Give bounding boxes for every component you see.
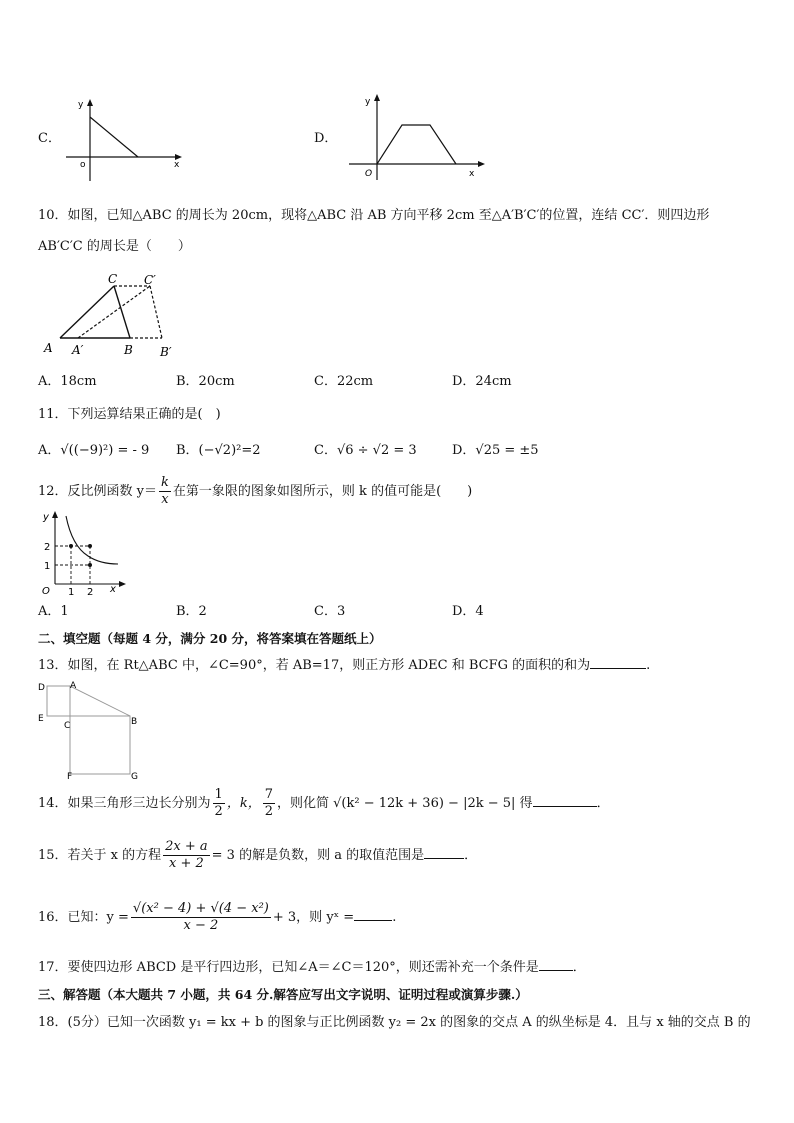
q11-text: 11．下列运算结果正确的是( ) xyxy=(38,407,221,422)
q15-answer-blank xyxy=(424,845,464,859)
q12-tick-y2: 2 xyxy=(44,542,51,553)
q18-text: 18．(5分）已知一次函数 y₁ = kx + b 的图象与正比例函数 y₂ = 2x 的图象的交点 A 的纵坐标是 4．且与 x 轴的交点 B 的 xyxy=(38,1015,751,1030)
q16-answer-blank xyxy=(354,907,392,921)
q10-label-a-prime: A′ xyxy=(72,343,84,357)
q12-fraction xyxy=(159,475,171,508)
q11-option-b: B．(−√2)²=2 xyxy=(176,443,261,458)
q9c-y-label: y xyxy=(78,100,84,110)
q12-y-label: y xyxy=(43,512,49,523)
q10-label-c-prime: C′ xyxy=(144,273,156,287)
q9-graph-c xyxy=(60,95,190,185)
q9-option-c-label: C． xyxy=(38,131,61,146)
q12-frac-num: k xyxy=(161,475,169,490)
q12-tick-x2: 2 xyxy=(87,587,94,596)
q12-hyperbola-graph xyxy=(38,510,128,596)
q9c-origin-label: o xyxy=(80,160,86,170)
q13-label-c: C xyxy=(64,721,71,731)
q15-num: 2x + a xyxy=(165,839,208,854)
q13-squares-figure xyxy=(36,678,146,782)
q13-answer-blank xyxy=(590,655,646,669)
q12-prefix: 12．反比例函数 y＝ xyxy=(38,484,158,499)
q12-tick-y1: 1 xyxy=(44,561,51,572)
q10-text-line2: AB′C′C 的周长是（ ） xyxy=(38,239,191,254)
q13-label-f: F xyxy=(67,772,73,782)
q12-option-a: A．1 xyxy=(38,604,69,619)
q13-label-b: B xyxy=(131,717,138,727)
q12-text xyxy=(38,474,472,510)
q12-frac-den: x xyxy=(161,492,169,507)
q13-text: 13．如图，在 Rt△ABC 中，∠C=90°，若 AB=17，则正方形 ADEC 和 BCFG 的面积的和为 xyxy=(38,658,591,673)
section-solve-heading: 三、解答题（本大题共 7 小题，共 64 分.解答应写出文字说明、证明过程或演算步骤.） xyxy=(38,987,528,1002)
q14-f1-den: 2 xyxy=(214,804,223,819)
q12-option-d: D．4 xyxy=(452,604,484,619)
q12-suffix: 在第一象限的图象如图所示，则 k 的值可能是( ) xyxy=(172,484,473,499)
q16-suffix: + 3，则 yˣ = xyxy=(272,910,355,925)
q13-end: . xyxy=(646,658,651,673)
q9c-x-label: x xyxy=(174,160,180,170)
q16-fraction xyxy=(131,901,271,934)
q14-fraction-2 xyxy=(263,787,275,820)
q17-answer-blank xyxy=(539,957,573,971)
q13-label-g: G xyxy=(131,772,138,782)
q9-option-d-label: D． xyxy=(314,131,338,146)
q14-f1-num: 1 xyxy=(214,787,223,802)
q14-fraction-1 xyxy=(213,787,225,820)
q14-end: ． xyxy=(596,796,610,811)
q16-den: x − 2 xyxy=(183,918,219,933)
q14-prefix: 14．如果三角形三边长分别为 xyxy=(38,796,211,811)
q17-text: 17．要使四边形 ABCD 是平行四边形，已知∠A＝∠C＝120°，则还需补充一个条件是 xyxy=(38,960,539,975)
q10-label-a: A xyxy=(44,341,53,355)
q10-option-d: D．24cm xyxy=(452,374,512,389)
section-fill-in-heading: 二、填空题（每题 4 分，满分 20 分，将答案填在答题纸上） xyxy=(38,631,382,646)
q10-label-b-prime: B′ xyxy=(160,345,172,359)
q14-text-line xyxy=(38,786,610,822)
q10-text-line1: 10．如图，已知△ABC 的周长为 20cm，现将△ABC 沿 AB 方向平移 2cm 至△A′B′C′的位置，连结 CC′．则四边形 xyxy=(38,208,710,223)
q14-f2-num: 7 xyxy=(264,787,273,802)
q11-option-c: C．√6 ÷ √2 = 3 xyxy=(314,443,417,458)
q15-text-line xyxy=(38,838,477,874)
q13-text-line xyxy=(38,655,650,675)
q14-suffix: ，则化简 √(k² − 12k + 36) − |2k − 5| 得 xyxy=(277,796,533,811)
q15-suffix: = 3 的解是负数，则 a 的取值范围是 xyxy=(211,848,425,863)
q10-label-b: B xyxy=(124,343,133,357)
q11-option-d: D．√25 = ±5 xyxy=(452,443,539,458)
q9d-x-label: x xyxy=(469,169,475,179)
q12-option-b: B．2 xyxy=(176,604,207,619)
q9-graph-d xyxy=(345,90,490,185)
q14-mid: ，k， xyxy=(226,796,261,811)
q13-label-d: D xyxy=(38,683,45,693)
q10-option-a: A．18cm xyxy=(38,374,97,389)
q9d-y-label: y xyxy=(365,97,371,107)
q14-f2-den: 2 xyxy=(264,804,273,819)
q15-fraction xyxy=(163,839,210,872)
q16-prefix: 16．已知：y = xyxy=(38,910,129,925)
q10-translation-figure xyxy=(38,270,188,365)
q12-x-label: x xyxy=(110,584,116,595)
q16-num: √(x² − 4) + √(4 − x²) xyxy=(132,901,269,916)
q12-origin-label: O xyxy=(42,586,50,596)
q17-text-line xyxy=(38,957,586,977)
q17-end: ． xyxy=(572,960,586,975)
q9d-origin-label: O xyxy=(365,169,373,179)
q14-answer-blank xyxy=(533,793,597,807)
q15-den: x + 2 xyxy=(169,856,204,871)
q10-option-b: B．20cm xyxy=(176,374,235,389)
q11-option-a: A．√((−9)²) = ‑ 9 xyxy=(38,443,150,458)
q10-option-c: C．22cm xyxy=(314,374,374,389)
q16-text-line xyxy=(38,900,396,936)
q15-end: ． xyxy=(464,848,478,863)
q10-label-c: C xyxy=(108,272,118,286)
q13-label-a: A xyxy=(70,681,77,691)
q12-option-c: C．3 xyxy=(314,604,346,619)
q16-end: . xyxy=(392,910,397,925)
q13-label-e: E xyxy=(38,714,44,724)
q15-prefix: 15．若关于 x 的方程 xyxy=(38,848,162,863)
q12-tick-x1: 1 xyxy=(68,587,75,596)
